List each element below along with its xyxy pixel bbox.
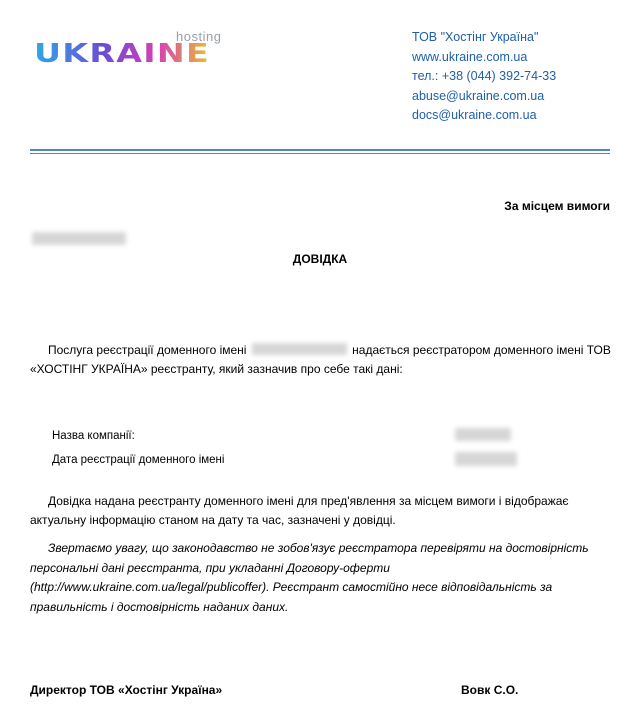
logo-wordmark xyxy=(34,40,214,66)
purpose-paragraph xyxy=(30,492,615,530)
logo-hosting-text: hosting xyxy=(176,29,222,44)
redacted-date-value xyxy=(455,452,517,466)
contact-phone: тел.: +38 (044) 392-74-33 xyxy=(412,69,557,83)
redacted-domain-inline xyxy=(252,343,347,355)
contact-company: ТОВ "Хостінг Україна" xyxy=(412,30,539,44)
service-paragraph-end: надається реєстратором доменного імені ТОВ «ХОСТІНГ УКРАЇНА» реєстранту, який зазначив про себе такі дані: xyxy=(30,343,611,376)
disclaimer-paragraph xyxy=(30,539,615,617)
field-company-label: Назва компанії: xyxy=(52,430,135,442)
redacted-company-value xyxy=(455,428,511,441)
company-logo xyxy=(34,26,224,70)
contact-block xyxy=(412,28,556,126)
document-title: ДОВІДКА xyxy=(292,252,348,266)
on-demand-note: За місцем вимоги xyxy=(504,199,610,213)
service-paragraph-start: Послуга реєстрації доменного імені xyxy=(48,343,247,357)
field-registration-date-label: Дата реєстрації доменного імені xyxy=(52,454,225,466)
contact-docs-email-link[interactable]: docs@ukraine.com.ua xyxy=(412,108,537,122)
service-paragraph xyxy=(30,341,615,379)
signatory-position: Директор ТОВ «Хостінг Україна» xyxy=(30,683,223,697)
logo-brand-text: UKRAINE xyxy=(34,40,210,66)
contact-website-link[interactable]: www.ukraine.com.ua xyxy=(412,49,528,64)
disclaimer-paragraph-text: Звертаємо увагу, що законодавство не зобов'язує реєстратора перевіряти на достовірність персональні дані реєстранта, при укладанні Договору-оферти (http://www.ukraine.com.ua/legal/publicoffer). Реєстрант самостійно несе відповідальність за правильність і достовірність наданих даних. xyxy=(30,541,589,614)
purpose-paragraph-text: Довідка надана реєстранту доменного імені для пред'явлення за місцем вимоги і відображає актуальну інформацію станом на дату та час, зазначені у довідці. xyxy=(30,494,569,527)
redacted-domain-top xyxy=(32,232,126,245)
contact-abuse-email-link[interactable]: abuse@ukraine.com.ua xyxy=(412,88,545,103)
header-rule-bottom xyxy=(30,153,610,154)
signatory-name: Вовк С.О. xyxy=(461,683,519,697)
header-rule-top xyxy=(30,149,610,151)
